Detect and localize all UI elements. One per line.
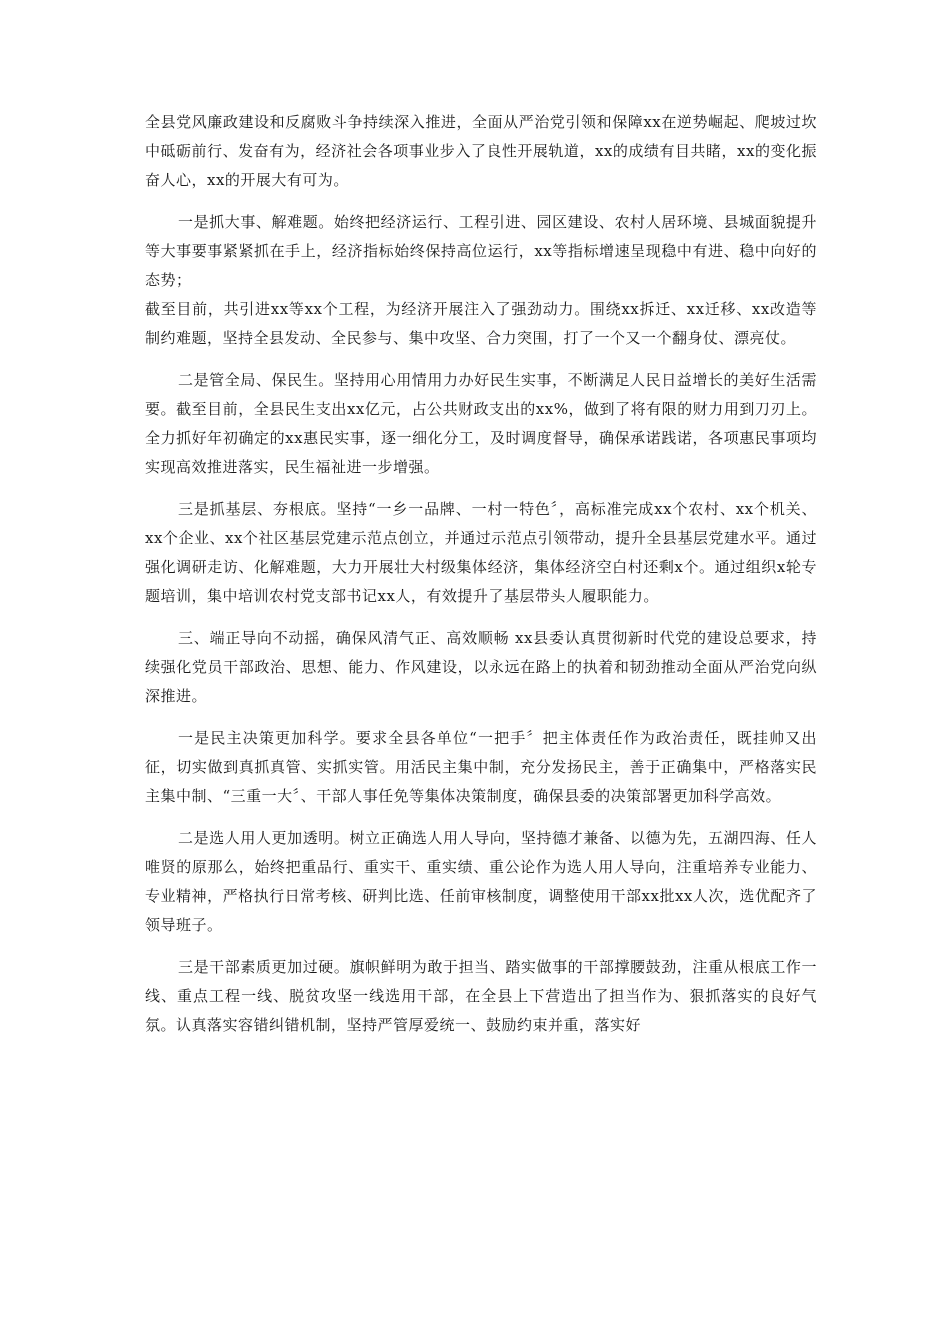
paragraph-livelihood: 二是管全局、保民生。坚持用心用情用力办好民生实事，不断满足人民日益增长的美好生活需要。截至目前，全县民生支出xx亿元，占公共财政支出的xx%，做到了将有限的财力用到刀刃上。全力抓好年初确定的xx惠民实事，逐一细化分工，及时调度督导，确保承诺践诺，各项惠民事项均实现高效推进落实，民生福祉进一步增强。 <box>145 371 817 476</box>
paragraph-grassroots: 三是抓基层、夯根底。坚持“一乡一品牌、一村一特色〞，高标准完成xx个农村、xx个机关、xx个企业、xx个社区基层党建示范点创立，并通过示范点引领带动，提升全县基层党建水平。通过强化调研走访、化解难题，大力开展壮大村级集体经济，集体经济空白村还剩x个。通过组织x轮专题培训，集中培训农村党支部书记xx人，有效提升了基层带头人履职能力。 <box>145 500 817 605</box>
paragraph-cadre-quality: 三是干部素质更加过硬。旗帜鲜明为敢于担当、踏实做事的干部撑腰鼓劲，注重从根底工作一线、重点工程一线、脱贫攻坚一线选用干部，在全县上下营造出了担当作为、狠抓落实的良好气氛。认真落实容错纠错机制，坚持严管厚爱统一、鼓励约束并重，落实好 <box>145 958 817 1034</box>
paragraph-democratic-decision: 一是民主决策更加科学。要求全县各单位“一把手〞把主体责任作为政治责任，既挂帅又出征，切实做到真抓真管、实抓实管。用活民主集中制，充分发扬民主，善于正确集中，严格落实民主集中制、“三重一大〞、干部人事任免等集体决策制度，确保县委的决策部署更加科学高效。 <box>145 729 817 805</box>
document-page <box>145 108 817 1053</box>
paragraph-section-three-heading: 三、端正导向不动摇，确保风清气正、高效顺畅 xx县委认真贯彻新时代党的建设总要求，持续强化党员干部政治、思想、能力、作风建设，以永远在路上的执着和韧劲推动全面从严治党向纵深推进。 <box>145 629 817 705</box>
paragraph-major-issues: 一是抓大事、解难题。始终把经济运行、工程引进、园区建设、农村人居环境、县城面貌提升等大事要事紧紧抓在手上，经济指标始终保持高位运行，xx等指标增速呈现稳中有进、稳中向好的态势； <box>145 213 817 289</box>
paragraph-projects: 截至目前，共引进xx等xx个工程，为经济开展注入了强劲动力。围绕xx拆迁、xx迁移、xx改造等制约难题，坚持全县发动、全民参与、集中攻坚、合力突围，打了一个又一个翻身仗、漂亮仗。 <box>145 300 817 347</box>
paragraph-personnel-selection: 二是选人用人更加透明。树立正确选人用人导向，坚持德才兼备、以德为先，五湖四海、任人唯贤的原那么，始终把重品行、重实干、重实绩、重公论作为选人用人导向，注重培养专业能力、专业精神，严格执行日常考核、研判比选、任前审核制度，调整使用干部xx批xx人次，选优配齐了领导班子。 <box>145 829 817 934</box>
paragraph-intro: 全县党风廉政建设和反腐败斗争持续深入推进，全面从严治党引领和保障xx在逆势崛起、爬坡过坎中砥砺前行、发奋有为，经济社会各项事业步入了良性开展轨道，xx的成绩有目共睹，xx的变化振奋人心，xx的开展大有可为。 <box>145 113 817 189</box>
